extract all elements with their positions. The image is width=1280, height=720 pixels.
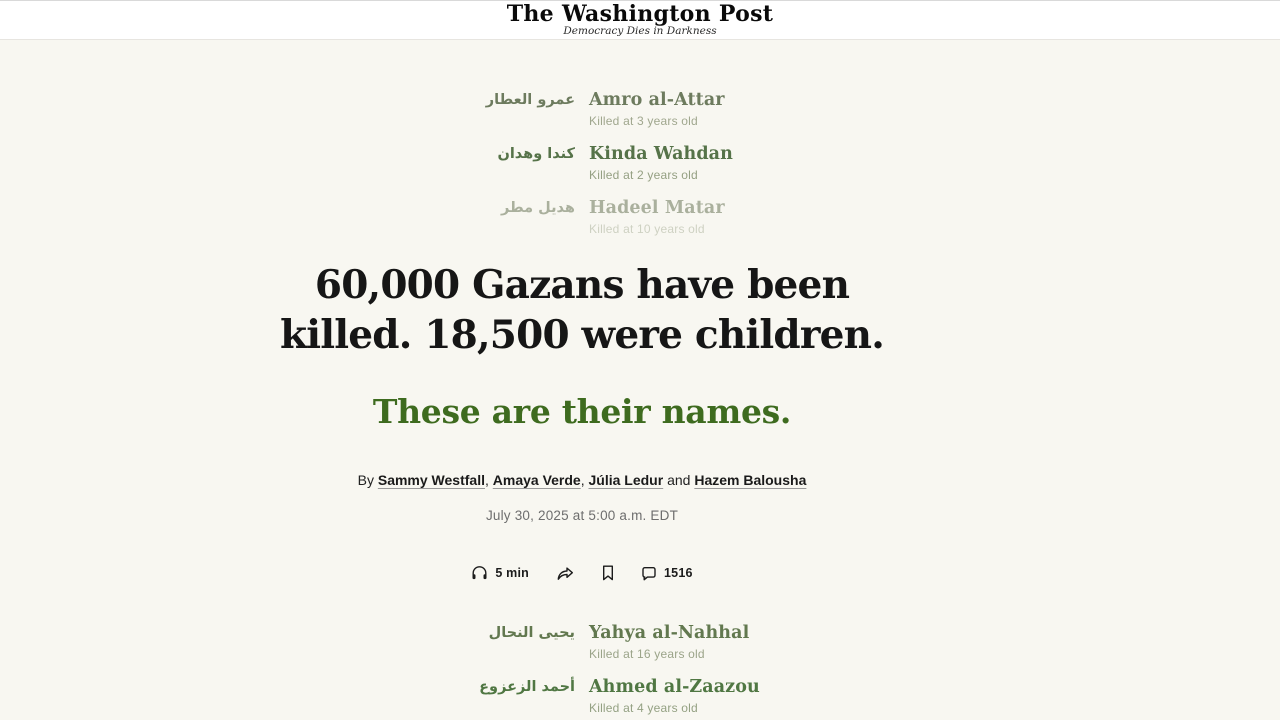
victim-names-bottom [0,623,1164,715]
article-content [0,90,1164,715]
victim-row [0,677,1164,715]
victim-name-arabic: أحمد الزعزوع [479,679,575,695]
comments-button[interactable] [641,566,693,581]
article-headline [0,260,1164,360]
bookmark-icon [602,565,614,581]
victim-name-english: Amro al-Attar [589,90,725,110]
wapo-logo[interactable]: The Washington Post [506,1,774,27]
site-header [0,0,1280,40]
victim-name-english: Kinda Wahdan [589,144,733,164]
byline-separator: and [663,472,695,488]
victim-name-arabic: عمرو العطار [485,92,575,108]
headline-line-1: 60,000 Gazans have been [314,262,850,308]
victim-age-caption: Killed at 3 years old [589,114,698,128]
author-link[interactable]: Sammy Westfall [377,472,485,488]
victim-row [0,144,1164,182]
victim-row [0,90,1164,128]
comment-icon [641,566,657,581]
byline-prefix: By [357,472,378,488]
headline-line-2: killed. 18,500 were children. [280,312,884,358]
article-subhead: These are their names. [372,392,792,431]
victim-row [0,623,1164,661]
author-link[interactable]: Júlia Ledur [588,472,664,488]
masthead [58,3,1222,37]
victim-name-arabic: كندا وهدان [497,146,575,162]
victim-name-arabic: هديل مطر [501,200,575,216]
victim-age-caption: Killed at 16 years old [589,647,705,661]
victim-name-arabic: يحيى النحال [488,625,575,641]
dateline: July 30, 2025 at 5:00 a.m. EDT [485,508,679,523]
victim-name-english: Yahya al-Nahhal [589,623,750,643]
victim-name-english: Hadeel Matar [589,198,725,218]
victim-name-english: Ahmed al-Zaazou [589,677,760,697]
author-link[interactable]: Hazem Balousha [694,472,807,488]
victim-age-caption: Killed at 2 years old [589,168,698,182]
byline-separator: , [484,472,493,488]
victim-row [0,198,1164,236]
share-button[interactable] [556,566,575,581]
byline-separator: , [580,472,589,488]
listen-button[interactable] [471,565,529,581]
headphones-icon [471,565,488,581]
author-link[interactable]: Amaya Verde [492,472,581,488]
victim-names-top [0,90,1164,236]
byline [0,472,1164,489]
masthead-tagline: Democracy Dies in Darkness [563,25,717,37]
listen-duration-label: 5 min [495,566,530,580]
article-toolbar [0,565,1164,581]
comment-count: 1516 [664,566,693,580]
save-button[interactable] [602,565,614,581]
victim-age-caption: Killed at 10 years old [589,222,705,236]
victim-age-caption: Killed at 4 years old [589,701,698,715]
share-icon [556,566,575,581]
